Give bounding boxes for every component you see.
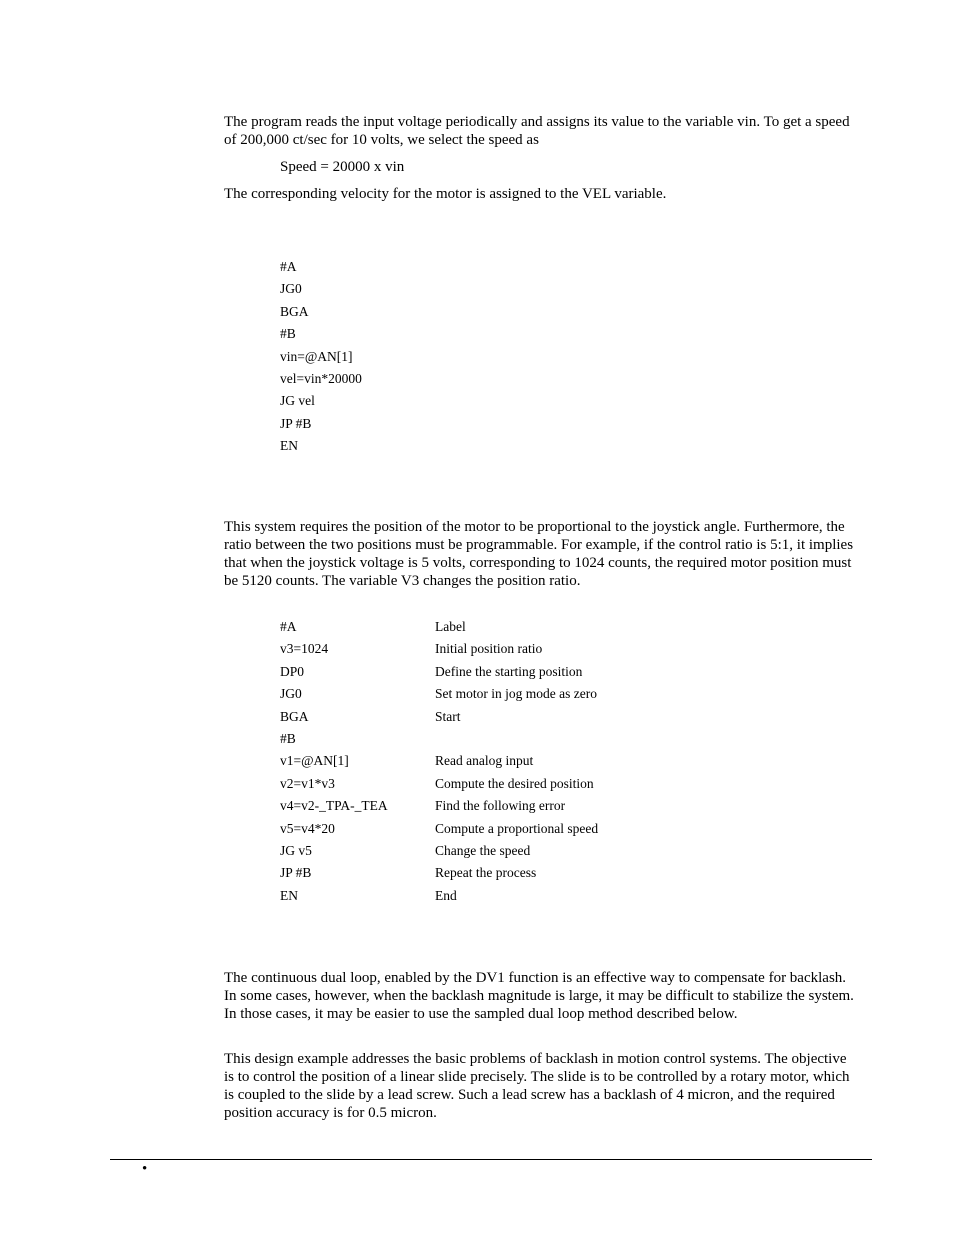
code-comment: Change the speed bbox=[435, 842, 531, 858]
code-line: EN bbox=[280, 438, 298, 454]
code-command: BGA bbox=[280, 708, 309, 724]
code-comment: End bbox=[435, 887, 457, 903]
code-comment: Initial position ratio bbox=[435, 641, 543, 657]
position-intro-paragraph: This system requires the position of the motor to be proportional to the joystick angle. Furthermore, the ratio between the two positions must be programmable. For example, if the control ratio is 5:1, it implies that when the joystick voltage is 5 volts, corresponding to 1024 counts, the required motor position must be 5120 counts. The variable V3 changes the position ratio. bbox=[224, 519, 854, 589]
code-comment: Compute a proportional speed bbox=[435, 820, 599, 836]
code-command: v4=v2-_TPA-_TEA bbox=[280, 798, 388, 814]
code-line: vin=@AN[1] bbox=[280, 348, 353, 364]
code-line: #A bbox=[280, 259, 297, 274]
code-line: JG0 bbox=[280, 281, 302, 297]
code-line: JP #B bbox=[280, 415, 312, 431]
code-line: JG vel bbox=[280, 393, 315, 409]
code-command: v2=v1*v3 bbox=[280, 775, 335, 791]
code-command: EN bbox=[280, 887, 298, 903]
code-command: v1=@AN[1] bbox=[280, 753, 349, 769]
code-comment: Repeat the process bbox=[435, 865, 537, 881]
code-command: v3=1024 bbox=[280, 641, 329, 657]
dual-loop-paragraph: The continuous dual loop, enabled by the DV1 function is an effective way to compensate for backlash. In some cases, however, when the backlash magnitude is large, it may be difficult to stabilize the system. In those cases, it may be easier to use the sampled dual loop method described below. bbox=[224, 970, 854, 1022]
footer-bullet: • bbox=[142, 1161, 148, 1177]
velocity-program-listing bbox=[280, 258, 362, 460]
code-command: JP #B bbox=[280, 865, 312, 881]
code-comment: Set motor in jog mode as zero bbox=[435, 686, 597, 702]
code-comment: Read analog input bbox=[435, 753, 534, 769]
speed-intro-paragraph: The program reads the input voltage periodically and assigns its value to the variable vin. To get a speed of 200,000 ct/sec for 10 volts, we select the speed as bbox=[224, 114, 850, 148]
code-comment: Start bbox=[435, 708, 461, 724]
velocity-paragraph: The corresponding velocity for the motor is assigned to the VEL variable. bbox=[224, 186, 667, 202]
code-command: #B bbox=[280, 730, 296, 746]
code-line: #B bbox=[280, 326, 296, 342]
code-command: JG0 bbox=[280, 686, 302, 702]
code-comment: Compute the desired position bbox=[435, 775, 594, 791]
code-comment: Define the starting position bbox=[435, 663, 583, 679]
code-comment: Find the following error bbox=[435, 798, 566, 814]
code-command: v5=v4*20 bbox=[280, 820, 335, 836]
footer-divider bbox=[110, 1159, 872, 1160]
backlash-example-paragraph: This design example addresses the basic problems of backlash in motion control systems. The objective is to control the position of a linear slide precisely. The slide is to be controlled by a rotary motor, which is coupled to the slide by a lead screw. Such a lead screw has a backlash of 4 micron, and the required position accuracy is for 0.5 micron. bbox=[224, 1051, 850, 1121]
code-line: vel=vin*20000 bbox=[280, 370, 362, 386]
code-command: JG v5 bbox=[280, 842, 312, 858]
code-command: #A bbox=[280, 619, 297, 634]
speed-formula: Speed = 20000 x vin bbox=[280, 159, 405, 175]
code-command: DP0 bbox=[280, 663, 305, 679]
code-comment: Label bbox=[435, 619, 466, 634]
code-line: BGA bbox=[280, 303, 309, 319]
